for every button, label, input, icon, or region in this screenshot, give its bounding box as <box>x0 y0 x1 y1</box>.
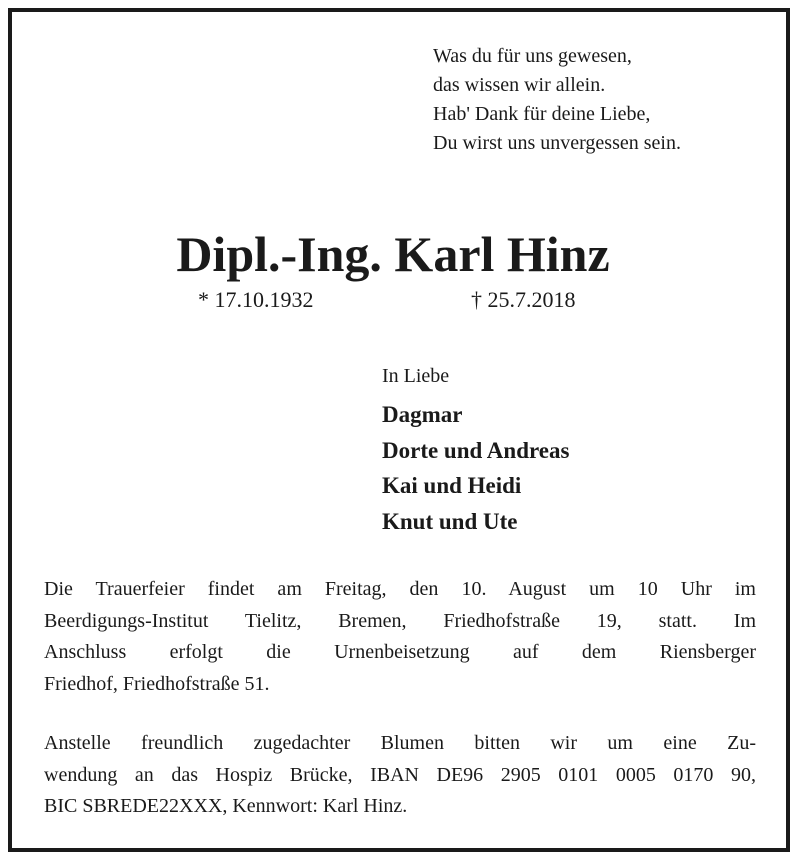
mourners-list <box>382 397 569 539</box>
mourner-name: Kai und Heidi <box>382 473 522 498</box>
service-line: Die Trauerfeier findet am Freitag, den 10. August um 10 Uhr im <box>44 578 756 600</box>
donation-line: BIC SBREDE22XXX, Kennwort: Karl Hinz. <box>44 795 408 817</box>
birth-date: * 17.10.1932 <box>198 287 314 312</box>
mourner-name: Dagmar <box>382 402 463 427</box>
poem-line: Was du für uns gewesen, <box>433 45 632 67</box>
poem-line: das wissen wir allein. <box>433 74 606 96</box>
mourner-name: Dorte und Andreas <box>382 437 570 463</box>
donation-notice <box>44 728 756 823</box>
donation-line: wendung an das Hospiz Brücke, IBAN DE96 2905 0101 0005 0170 90, <box>44 763 756 786</box>
poem-line: Hab' Dank für deine Liebe, <box>433 103 651 125</box>
mourners-intro: In Liebe <box>382 365 450 387</box>
funeral-service-notice <box>44 574 756 700</box>
service-line: Friedhof, Friedhofstraße 51. <box>44 672 270 695</box>
death-date: † 25.7.2018 <box>471 287 576 312</box>
deceased-name: Dipl.-Ing. Karl Hinz <box>176 226 610 282</box>
poem-line: Du wirst uns unvergessen sein. <box>433 132 681 154</box>
donation-line: Anstelle freundlich zugedachter Blumen bitten wir um eine Zu- <box>44 732 756 754</box>
mourner-name: Knut und Ute <box>382 508 518 534</box>
service-line: Beerdigungs-Institut Tielitz, Bremen, Friedhofstraße 19, statt. Im <box>44 609 756 632</box>
service-line: Anschluss erfolgt die Urnenbeisetzung auf dem Riensberger <box>44 641 756 663</box>
memorial-poem <box>433 42 681 158</box>
